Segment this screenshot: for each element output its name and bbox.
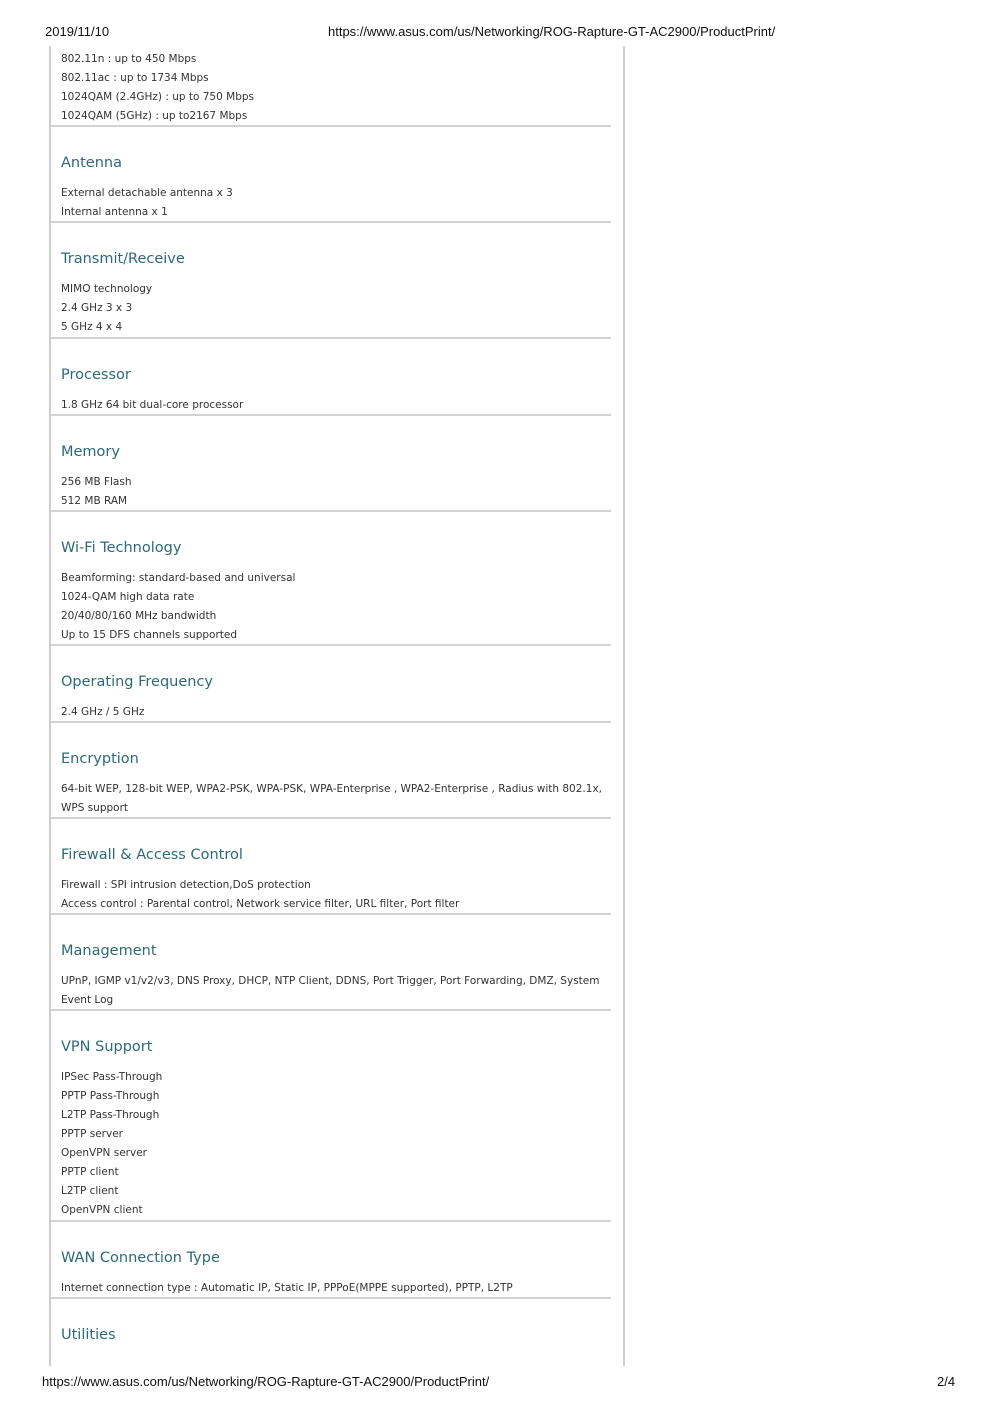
spec-line: Firewall : SPI intrusion detection,DoS protection [61, 879, 311, 891]
spec-column [49, 46, 624, 1366]
spec-line: 512 MB RAM [61, 495, 128, 507]
section-title: Processor [61, 367, 131, 383]
spec-line: 802.11n : up to 450 Mbps [61, 53, 197, 65]
spec-lines [61, 780, 613, 818]
spec-section-wan-connection-type [51, 1222, 611, 1299]
spec-line: OpenVPN client [61, 1204, 143, 1216]
spec-line: 2.4 GHz / 5 GHz [61, 706, 145, 718]
spec-section-wifi-technology [51, 512, 611, 646]
section-title: Wi-Fi Technology [61, 540, 182, 556]
spec-line: Internet connection type : Automatic IP, Static IP, PPPoE(MPPE supported), PPTP, L2TP [61, 1282, 513, 1294]
spec-line: 5 GHz 4 x 4 [61, 321, 123, 333]
section-title: WAN Connection Type [61, 1250, 220, 1266]
section-title: Operating Frequency [61, 674, 214, 690]
print-footer [0, 1374, 1000, 1392]
spec-section-operating-frequency [51, 646, 611, 723]
spec-section-processor [51, 339, 611, 416]
section-title: Utilities [61, 1327, 116, 1343]
spec-line: Internal antenna x 1 [61, 206, 168, 218]
spec-lines [61, 972, 613, 1010]
spec-line: IPSec Pass-Through [61, 1071, 163, 1083]
spec-line: PPTP server [61, 1128, 123, 1140]
spec-lines [61, 280, 613, 337]
spec-line: PPTP Pass-Through [61, 1090, 160, 1102]
spec-line: External detachable antenna x 3 [61, 187, 233, 199]
page-number: 2/4 [937, 1374, 956, 1389]
spec-lines [61, 876, 613, 914]
spec-line: 2.4 GHz 3 x 3 [61, 302, 133, 314]
spec-line: L2TP Pass-Through [61, 1109, 160, 1121]
section-title: Firewall & Access Control [61, 847, 243, 863]
spec-section-vpn-support [51, 1011, 611, 1222]
spec-line: MIMO technology [61, 283, 153, 295]
spec-lines [61, 1068, 613, 1220]
section-title: Management [61, 943, 157, 959]
spec-lines [61, 1279, 613, 1298]
spec-lines [61, 703, 613, 722]
section-title: Antenna [61, 155, 122, 171]
spec-line: PPTP client [61, 1166, 119, 1178]
spec-line: Beamforming: standard-based and universal [61, 572, 296, 584]
spec-line: 802.11ac : up to 1734 Mbps [61, 72, 209, 84]
spec-lines [61, 396, 613, 415]
spec-line: 1024-QAM high data rate [61, 591, 195, 603]
spec-section-firewall [51, 819, 611, 915]
spec-lines [61, 184, 613, 222]
spec-line: OpenVPN server [61, 1147, 147, 1159]
spec-line: 1024QAM (5GHz) : up to2167 Mbps [61, 110, 248, 122]
spec-section-encryption [51, 723, 611, 819]
spec-line: UPnP, IGMP v1/v2/v3, DNS Proxy, DHCP, NTP Client, DDNS, Port Trigger, Port Forwarding, DMZ, System Event Log [61, 975, 600, 1006]
spec-line: 1024QAM (2.4GHz) : up to 750 Mbps [61, 91, 254, 103]
spec-section-memory [51, 416, 611, 512]
print-header [0, 24, 1000, 42]
spec-line: 20/40/80/160 MHz bandwidth [61, 610, 217, 622]
section-title: Transmit/Receive [61, 251, 185, 267]
spec-lines [61, 50, 613, 126]
spec-section-utilities [51, 1299, 611, 1366]
print-date: 2019/11/10 [45, 24, 110, 39]
print-footer-url: https://www.asus.com/us/Networking/ROG-Rapture-GT-AC2900/ProductPrint/ [42, 1374, 490, 1389]
spec-lines [61, 569, 613, 645]
spec-section-antenna [51, 127, 611, 223]
print-url: https://www.asus.com/us/Networking/ROG-Rapture-GT-AC2900/ProductPrint/ [328, 24, 776, 39]
spec-line: 1.8 GHz 64 bit dual-core processor [61, 399, 244, 411]
spec-section-data-rate [51, 46, 611, 127]
section-title: VPN Support [61, 1039, 153, 1055]
spec-section-management [51, 915, 611, 1011]
spec-line: 64-bit WEP, 128-bit WEP, WPA2-PSK, WPA-PSK, WPA-Enterprise , WPA2-Enterprise , Radius with 802.1x, WPS support [61, 783, 602, 814]
spec-line: L2TP client [61, 1185, 119, 1197]
section-title: Memory [61, 444, 120, 460]
spec-line: 256 MB Flash [61, 476, 132, 488]
spec-line: Access control : Parental control, Network service filter, URL filter, Port filter [61, 898, 460, 910]
spec-section-transmit-receive [51, 223, 611, 339]
spec-line: Up to 15 DFS channels supported [61, 629, 238, 641]
section-title: Encryption [61, 751, 139, 767]
spec-lines [61, 473, 613, 511]
